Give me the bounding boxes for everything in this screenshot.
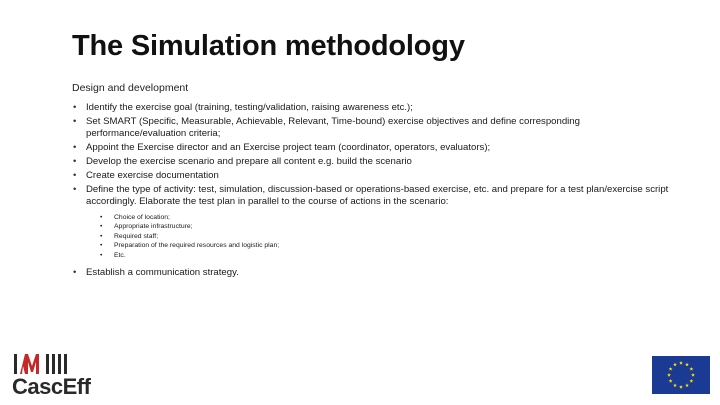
bullet-item: • Identify the exercise goal (training, testing/validation, raising awareness etc.);: [72, 102, 682, 115]
sub-bullet-item: • Preparation of the required resources and logistic plan;: [100, 241, 682, 251]
bullet-list: [72, 102, 682, 280]
slide-title: The Simulation methodology: [72, 30, 465, 62]
casceff-logo-icon: [12, 352, 108, 376]
sub-bullet-list: [86, 213, 682, 261]
bullet-item: [72, 184, 682, 261]
bullet-item: • Set SMART (Specific, Measurable, Achievable, Relevant, Time-bound) exercise objectives and define corresponding performance/evaluation criteria;: [72, 116, 682, 141]
slide-subtitle: Design and development: [72, 82, 189, 94]
bullet-item: • Create exercise documentation: [72, 170, 682, 183]
logo-text: CascEff: [12, 374, 91, 399]
bullet-item: • Establish a communication strategy.: [72, 267, 682, 280]
sub-bullet-item: • Appropriate infrastructure;: [100, 222, 682, 232]
bullet-item: • Develop the exercise scenario and prepare all content e.g. build the scenario: [72, 156, 682, 169]
sub-bullet-item: • Required staff;: [100, 232, 682, 242]
casceff-logo: [12, 352, 108, 400]
sub-bullet-item: • Choice of location;: [100, 213, 682, 223]
bullet-item-text: Define the type of activity: test, simulation, discussion-based or operations-based exercise, etc. and prepare for a test plan/exercise script accordingly. Elaborate the test plan in parallel to the course of actions in the scenario:: [86, 183, 669, 208]
bullet-item: • Appoint the Exercise director and an Exercise project team (coordinator, operators, evaluators);: [72, 142, 682, 155]
sub-bullet-item: • Etc.: [100, 251, 682, 261]
eu-flag-icon: [652, 356, 710, 394]
